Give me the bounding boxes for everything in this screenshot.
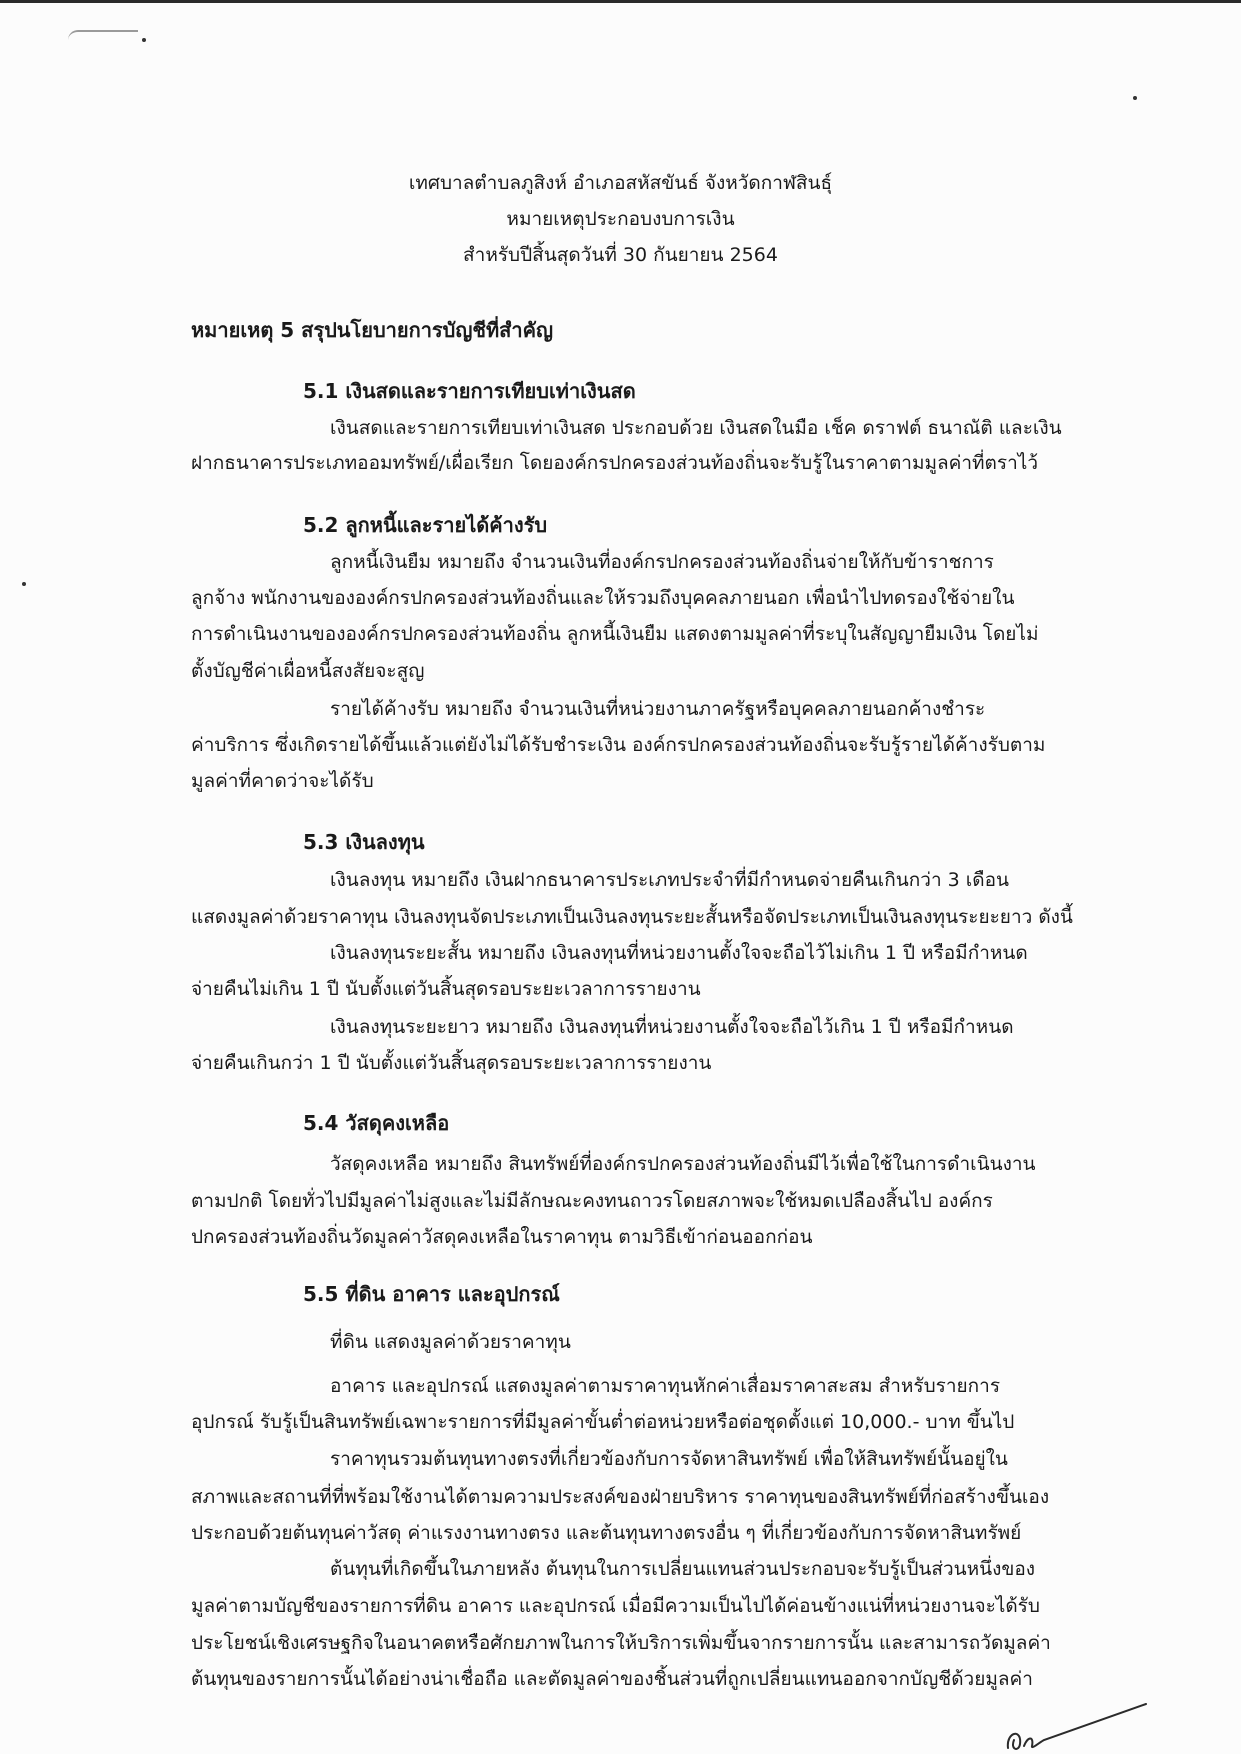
- paragraph-line: ที่ดิน แสดงมูลค่าด้วยราคาทุน: [330, 1331, 571, 1353]
- scan-speck: [1133, 96, 1137, 100]
- paragraph-line: ตามปกติ โดยทั่วไปมีมูลค่าไม่สูงและไม่มีลักษณะคงทนถาวรโดยสภาพจะใช้หมดเปลืองสิ้นไป องค์กร: [191, 1190, 993, 1212]
- paragraph-line: เงินลงทุน หมายถึง เงินฝากธนาคารประเภทประจำที่มีกำหนดจ่ายคืนเกินกว่า 3 เดือน: [330, 869, 1010, 891]
- paragraph-line: จ่ายคืนไม่เกิน 1 ปี นับตั้งแต่วันสิ้นสุดรอบระยะเวลาการรายงาน: [191, 978, 701, 1000]
- section-5-3-heading: 5.3 เงินลงทุน: [303, 830, 425, 854]
- paragraph-line: ประกอบด้วยต้นทุนค่าวัสดุ ค่าแรงงานทางตรง และต้นทุนทางตรงอื่น ๆ ที่เกี่ยวข้องกับการจัดหาสินทรัพย์: [191, 1522, 1022, 1544]
- paragraph-line: มูลค่าตามบัญชีของรายการที่ดิน อาคาร และอุปกรณ์ เมื่อมีความเป็นไปได้ค่อนข้างแน่ที่หน่วยงานจะได้รับ: [191, 1595, 1040, 1617]
- paragraph-line: ปกครองส่วนท้องถิ่นวัดมูลค่าวัสดุคงเหลือในราคาทุน ตามวิธีเข้าก่อนออกก่อน: [191, 1226, 813, 1248]
- paragraph-line: มูลค่าที่คาดว่าจะได้รับ: [191, 770, 374, 792]
- paragraph-line: ต้นทุนที่เกิดขึ้นในภายหลัง ต้นทุนในการเปลี่ยนแทนส่วนประกอบจะรับรู้เป็นส่วนหนึ่งของ: [330, 1558, 1036, 1580]
- paragraph-line: ค่าบริการ ซึ่งเกิดรายได้ขึ้นแล้วแต่ยังไม่ได้รับชำระเงิน องค์กรปกครองส่วนท้องถิ่นจะรับรู้รายได้ค้างรับตาม: [191, 734, 1046, 756]
- paragraph-line: ลูกหนี้เงินยืม หมายถึง จำนวนเงินที่องค์กรปกครองส่วนท้องถิ่นจ่ายให้กับข้าราชการ: [330, 551, 994, 573]
- paragraph-line: การดำเนินงานขององค์กรปกครองส่วนท้องถิ่น ลูกหนี้เงินยืม แสดงตามมูลค่าที่ระบุในสัญญายืมเงิน โดยไม่: [191, 623, 1039, 645]
- note-title: หมายเหตุ 5 สรุปนโยบายการบัญชีที่สำคัญ: [191, 318, 554, 342]
- handwritten-signature: [1000, 1700, 1150, 1754]
- section-5-4-heading: 5.4 วัสดุคงเหลือ: [303, 1111, 450, 1135]
- period-title: สำหรับปีสิ้นสุดวันที่ 30 กันยายน 2564: [463, 244, 778, 266]
- paper-corner-mark: [68, 30, 138, 40]
- paragraph-line: วัสดุคงเหลือ หมายถึง สินทรัพย์ที่องค์กรปกครองส่วนท้องถิ่นมีไว้เพื่อใช้ในการดำเนินงาน: [330, 1153, 1036, 1175]
- scan-top-edge: [0, 0, 1241, 3]
- paragraph-line: เงินลงทุนระยะยาว หมายถึง เงินลงทุนที่หน่วยงานตั้งใจจะถือไว้เกิน 1 ปี หรือมีกำหนด: [330, 1016, 1014, 1038]
- paragraph-line: ลูกจ้าง พนักงานขององค์กรปกครองส่วนท้องถิ่นและให้รวมถึงบุคคลภายนอก เพื่อนำไปทดรองใช้จ่ายใน: [191, 587, 1015, 609]
- paragraph-line: อุปกรณ์ รับรู้เป็นสินทรัพย์เฉพาะรายการที่มีมูลค่าขั้นต่ำต่อหน่วยหรือต่อชุดตั้งแต่ 10,000.- บาท ขึ้นไป: [191, 1411, 1015, 1433]
- paragraph-line: อาคาร และอุปกรณ์ แสดงมูลค่าตามราคาทุนหักค่าเสื่อมราคาสะสม สำหรับรายการ: [330, 1375, 1001, 1397]
- paragraph-line: จ่ายคืนเกินกว่า 1 ปี นับตั้งแต่วันสิ้นสุดรอบระยะเวลาการรายงาน: [191, 1052, 712, 1074]
- paragraph-line: ประโยชน์เชิงเศรษฐกิจในอนาคตหรือศักยภาพในการให้บริการเพิ่มขึ้นจากรายการนั้น และสามารถวัดมูลค่า: [191, 1632, 1051, 1654]
- scan-speck: [22, 582, 26, 586]
- paragraph-line: ต้นทุนของรายการนั้นได้อย่างน่าเชื่อถือ และตัดมูลค่าของชิ้นส่วนที่ถูกเปลี่ยนแทนออกจากบัญชีด้วยมูลค่า: [191, 1668, 1033, 1690]
- document-header: [0, 165, 1241, 273]
- section-5-1-heading: 5.1 เงินสดและรายการเทียบเท่าเงินสด: [303, 379, 636, 403]
- document-title: หมายเหตุประกอบงบการเงิน: [506, 208, 735, 230]
- paragraph-line: ฝากธนาคารประเภทออมทรัพย์/เผื่อเรียก โดยองค์กรปกครองส่วนท้องถิ่นจะรับรู้ในราคาตามมูลค่าที่ตราไว้: [191, 452, 1038, 474]
- paragraph-line: แสดงมูลค่าด้วยราคาทุน เงินลงทุนจัดประเภทเป็นเงินลงทุนระยะสั้นหรือจัดประเภทเป็นเงินลงทุนระยะยาว ดังนี้: [191, 906, 1073, 928]
- paragraph-line: สภาพและสถานที่ที่พร้อมใช้งานได้ตามความประสงค์ของฝ่ายบริหาร ราคาทุนของสินทรัพย์ที่ก่อสร้างขึ้นเอง: [191, 1486, 1050, 1508]
- section-5-2-heading: 5.2 ลูกหนี้และรายได้ค้างรับ: [303, 513, 548, 537]
- scan-speck: [142, 38, 146, 42]
- section-5-5-heading: 5.5 ที่ดิน อาคาร และอุปกรณ์: [303, 1282, 560, 1306]
- organization-title: เทศบาลตำบลภูสิงห์ อำเภอสหัสขันธ์ จังหวัดกาฬสินธุ์: [408, 172, 833, 194]
- paragraph-line: รายได้ค้างรับ หมายถึง จำนวนเงินที่หน่วยงานภาครัฐหรือบุคคลภายนอกค้างชำระ: [330, 698, 986, 720]
- paragraph-line: ตั้งบัญชีค่าเผื่อหนี้สงสัยจะสูญ: [191, 660, 425, 682]
- paragraph-line: เงินลงทุนระยะสั้น หมายถึง เงินลงทุนที่หน่วยงานตั้งใจจะถือไว้ไม่เกิน 1 ปี หรือมีกำหนด: [330, 942, 1028, 964]
- paragraph-line: ราคาทุนรวมต้นทุนทางตรงที่เกี่ยวข้องกับการจัดหาสินทรัพย์ เพื่อให้สินทรัพย์นั้นอยู่ใน: [330, 1448, 1008, 1470]
- paragraph-line: เงินสดและรายการเทียบเท่าเงินสด ประกอบด้วย เงินสดในมือ เช็ค ดราฟต์ ธนาณัติ และเงิน: [330, 417, 1062, 439]
